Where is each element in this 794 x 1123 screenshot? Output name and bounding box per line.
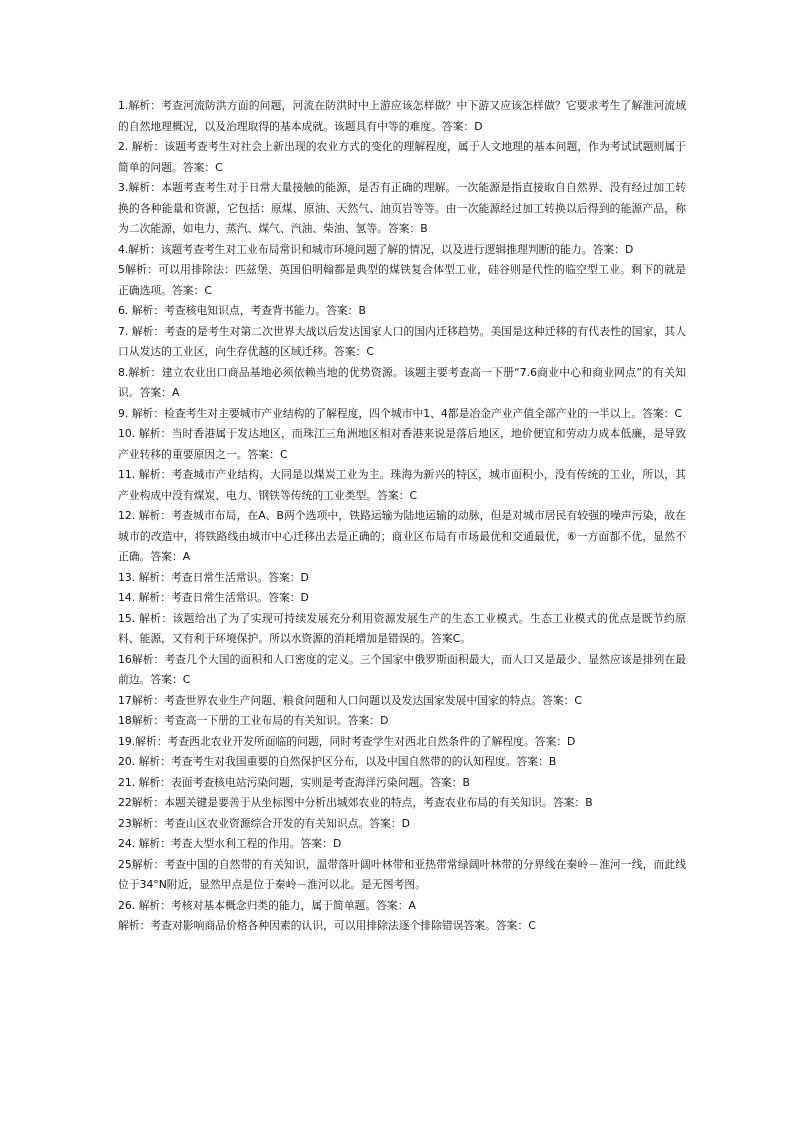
paragraph-q13: 13. 解析：考查日常生活常识。答案：D [118, 570, 309, 584]
paragraph-q1: 1.解析：考查河流防洪方面的问题，河流在防洪时中上游应该怎样做？中下游又应该怎样做？它要求考生了解淮河流域的自然地理概况，以及治理取得的基本成就。该题具有中等的难度。答案：D [118, 99, 686, 133]
paragraph-q27: 解析：考查对影响商品价格各种因素的认识，可以用排除法逐个排除错误答案。答案：C [118, 919, 536, 932]
paragraph-q22: 22解析：本题关键是要善于从坐标图中分析出城郊农业的特点，考查农业布局的有关知识。答案：B [118, 796, 593, 809]
paragraph-q12: 12. 解析：考查城市布局，在A、B两个选项中，铁路运输为陆地运输的动脉，但是对城市居民有较强的噪声污染，故在城市的改造中，将铁路线由城市中心迁移出去是正确的；商业区布局有市场最优和交通最优，⑥一方面都不优，显然不正确。答案：A [118, 509, 686, 563]
paragraph-q24: 24. 解析：考查大型水利工程的作用。答案：D [118, 837, 342, 850]
paragraph-q9: 9. 解析：检查考生对主要城市产业结构的了解程度，四个城市中1、4都是冶金产业产值全部产业的一半以上。答案：C [118, 406, 683, 420]
paragraph-q6: 6. 解析：考查核电知识点，考查背书能力。答案：B [118, 304, 366, 317]
answer-analysis-document [118, 96, 686, 937]
paragraph-q5: 5解析：可以用排除法：匹兹堡、英国伯明翰都是典型的煤铁复合体型工业，硅谷则是代性的临空型工业。剩下的就是正确选项。答案：C [118, 263, 686, 297]
paragraph-q2: 2. 解析：该题考查考生对社会上新出现的农业方式的变化的理解程度，属于人文地理的基本问题，作为考试试题则属于简单的问题。答案：C [118, 140, 686, 174]
paragraph-q14: 14. 解析：考查日常生活常识。答案：D [118, 591, 309, 604]
paragraph-q11: 11. 解析：考查城市产业结构，大同是以煤炭工业为主。珠海为新兴的特区，城市面积小，没有传统的工业，所以，其产业构成中没有煤炭、电力、钢铁等传统的工业类型。答案：C [118, 468, 686, 502]
paragraph-q15: 15. 解析：该题给出了为了实现可持续发展充分利用资源发展生产的生态工业模式。生态工业模式的优点是既节约原料、能源，又有利于环境保护。所以水资源的消耗增加是错误的。答案C。 [118, 611, 686, 645]
paragraph-q21: 21. 解析：表面考查核电站污染问题，实则是考查海洋污染问题。答案：B [118, 775, 470, 789]
paragraph-q10: 10. 解析：当时香港属于发达地区，而珠江三角洲地区相对香港来说是落后地区，地价便宜和劳动力成本低廉，是导致产业转移的重要原因之一。答案：C [118, 427, 686, 461]
paragraph-q7: 7. 解析：考查的是考生对第二次世界大战以后发达国家人口的国内迁移趋势。美国是这种迁移的有代表性的国家，其人口从发达的工业区，向生存优越的区域迁移。答案：C [118, 324, 686, 358]
paragraph-q25: 25解析：考查中国的自然带的有关知识，温带落叶阔叶林带和亚热带常绿阔叶林带的分界线在秦岭－淮河一线，而此线位于34°N附近，显然甲点是位于秦岭－淮河以北。是无图考图。 [118, 857, 686, 891]
paragraph-q19: 19.解析：考查西北农业开发所面临的问题，同时考查学生对西北自然条件的了解程度。答案：D [118, 734, 576, 748]
paragraph-q8: 8.解析：建立农业出口商品基地必须依赖当地的优势资源。该题主要考查高一下册“7.6商业中心和商业网点”的有关知识。答案：A [118, 365, 686, 399]
paragraph-q17: 17解析：考查世界农业生产问题、粮食问题和人口问题以及发达国家发展中国家的特点。答案：C [118, 693, 582, 707]
paragraph-q18: 18解析：考查高一下册的工业布局的有关知识。答案：D [118, 714, 389, 727]
paragraph-q3: 3.解析：本题考查考生对于日常大量接触的能源，是否有正确的理解。一次能源是指直接取自自然界、没有经过加工转换的各种能量和资源，它包括：原煤、原油、天然气、油页岩等等。由一次能源经过加工转换以后得到的能源产品，称为二次能源，如电力、蒸汽、煤气、汽油、柴油、氢等。答案：B [118, 181, 686, 235]
paragraph-q16: 16解析：考查几个大国的面积和人口密度的定义。三个国家中俄罗斯面积最大，而人口又是最少、显然应该是排列在最前边。答案：C [118, 652, 686, 686]
paragraph-q26: 26. 解析：考核对基本概念归类的能力，属于简单题。答案：A [118, 898, 416, 912]
paragraph-q4: 4.解析：该题考查考生对工业布局常识和城市环境问题了解的情况，以及进行逻辑推理判断的能力。答案：D [118, 242, 634, 256]
paragraph-q23: 23解析：考查山区农业资源综合开发的有关知识点。答案：D [118, 816, 410, 830]
paragraph-q20: 20. 解析：考查考生对我国重要的自然保护区分布，以及中国自然带的的认知程度。答案：B [118, 755, 557, 768]
